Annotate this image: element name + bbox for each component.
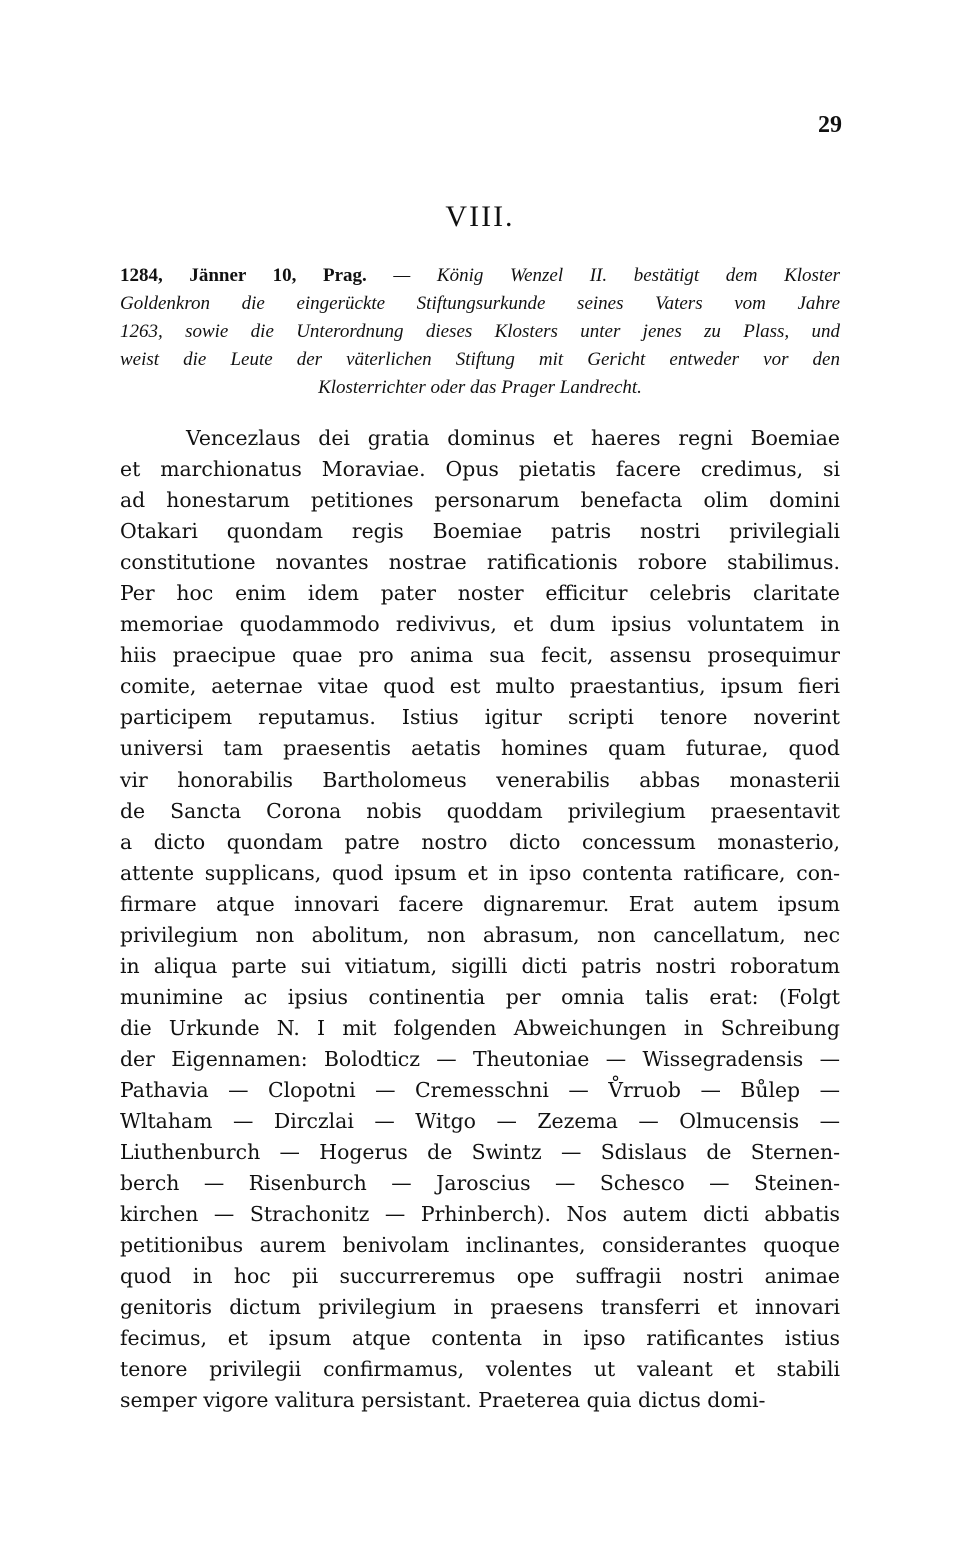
body-line: comite, aeternae vitae quod est multo praestantius, ipsum fieri [120,674,840,699]
body-line: universi tam praesentis aetatis homines quam futurae, quod [120,736,840,761]
body-line: genitoris dictum privilegium in praesens transferri et innovari [120,1295,840,1320]
body-line: der Eigennamen: Bolodticz — Theutoniae — Wissegradensis — [120,1046,840,1071]
body-line: tenore privilegii confirmamus, volentes ut valeant et stabili [120,1357,840,1382]
body-line: privilegium non abolitum, non abrasum, non cancellatum, nec [120,922,840,947]
charter-body [120,423,840,1417]
body-line: ad honestarum petitiones personarum benefacta olim domini [120,488,840,513]
body-line: attente supplicans, quod ipsum et in ipso contenta ratificare, con- [120,860,840,885]
body-line: berch — Risenburch — Jaroscius — Schesco — Steinen- [120,1171,840,1196]
regest-line: 1263, sowie die Unterordnung dieses Klosters unter jenes zu Plass, und [120,321,840,342]
body-line: vir honorabilis Bartholomeus venerabilis abbas monasterii [120,767,840,792]
body-line: Otakari quondam regis Boemiae patris nostri privilegiali [120,519,840,544]
document-heading: VIII. [445,200,515,233]
body-line: munimine ac ipsius continentia per omnia talis erat: (Folgt [120,984,840,1009]
body-line: semper vigore valitura persistant. Praeterea quia dictus domi- [120,1388,766,1413]
body-line: a dicto quondam patre nostro dicto concessum monasterio, [120,829,840,854]
regest-line: Klosterrichter oder das Prager Landrecht. [318,377,642,398]
body-line: memoriae quodammodo redivivus, et dum ipsius voluntatem in [120,612,840,637]
body-line: fecimus, et ipsum atque contenta in ipso ratificantes istius [120,1326,840,1351]
body-line: constitutione novantes nostrae ratificationis robore stabilimus. [120,550,840,575]
body-line: die Urkunde N. I mit folgenden Abweichungen in Schreibung [120,1015,840,1040]
body-line: quod in hoc pii succurreremus ope suffragii nostri animae [120,1264,840,1289]
regest-line: Goldenkron die eingerückte Stiftungsurkunde seines Vaters vom Jahre [120,293,840,314]
body-line: Liuthenburch — Hogerus de Swintz — Sdislaus de Sternen- [120,1140,840,1165]
regest-line-text: — König Wenzel II. bestätigt dem Kloster [393,265,841,286]
body-line: kirchen — Strachonitz — Prhinberch). Nos autem dicti abbatis [120,1202,840,1227]
regest-line [120,262,840,290]
body-line: petitionibus aurem benivolam inclinantes, considerantes quoque [120,1233,840,1258]
body-line: firmare atque innovari facere dignaremur. Erat autem ipsum [120,891,840,916]
body-line: Wltaham — Dirczlai — Witgo — Zezema — Olmucensis — [120,1109,840,1134]
body-line: hiis praecipue quae pro anima sua fecit, assensu prosequimur [120,643,840,668]
body-line: participem reputamus. Istius igitur scripti tenore noverint [120,705,840,730]
page-number: 29 [818,112,842,138]
regest-date: 1284, Jänner 10, Prag. [120,265,367,286]
body-line: in aliqua parte sui vitiatum, sigilli dicti patris nostri roboratum [120,953,840,978]
body-line: de Sancta Corona nobis quoddam privilegium praesentavit [120,798,840,823]
regest-line: weist die Leute der väterlichen Stiftung mit Gericht entweder vor den [120,349,840,370]
body-line: Per hoc enim idem pater noster efficitur celebris claritate [120,581,840,606]
regest-summary [120,262,840,402]
body-line: et marchionatus Moraviae. Opus pietatis facere credimus, si [120,457,840,482]
body-line: Pathavia — Clopotni — Cremesschni — V̊rruob — Bůlep — [120,1077,840,1102]
body-line: Vencezlaus dei gratia dominus et haeres regni Boemiae [186,426,840,450]
